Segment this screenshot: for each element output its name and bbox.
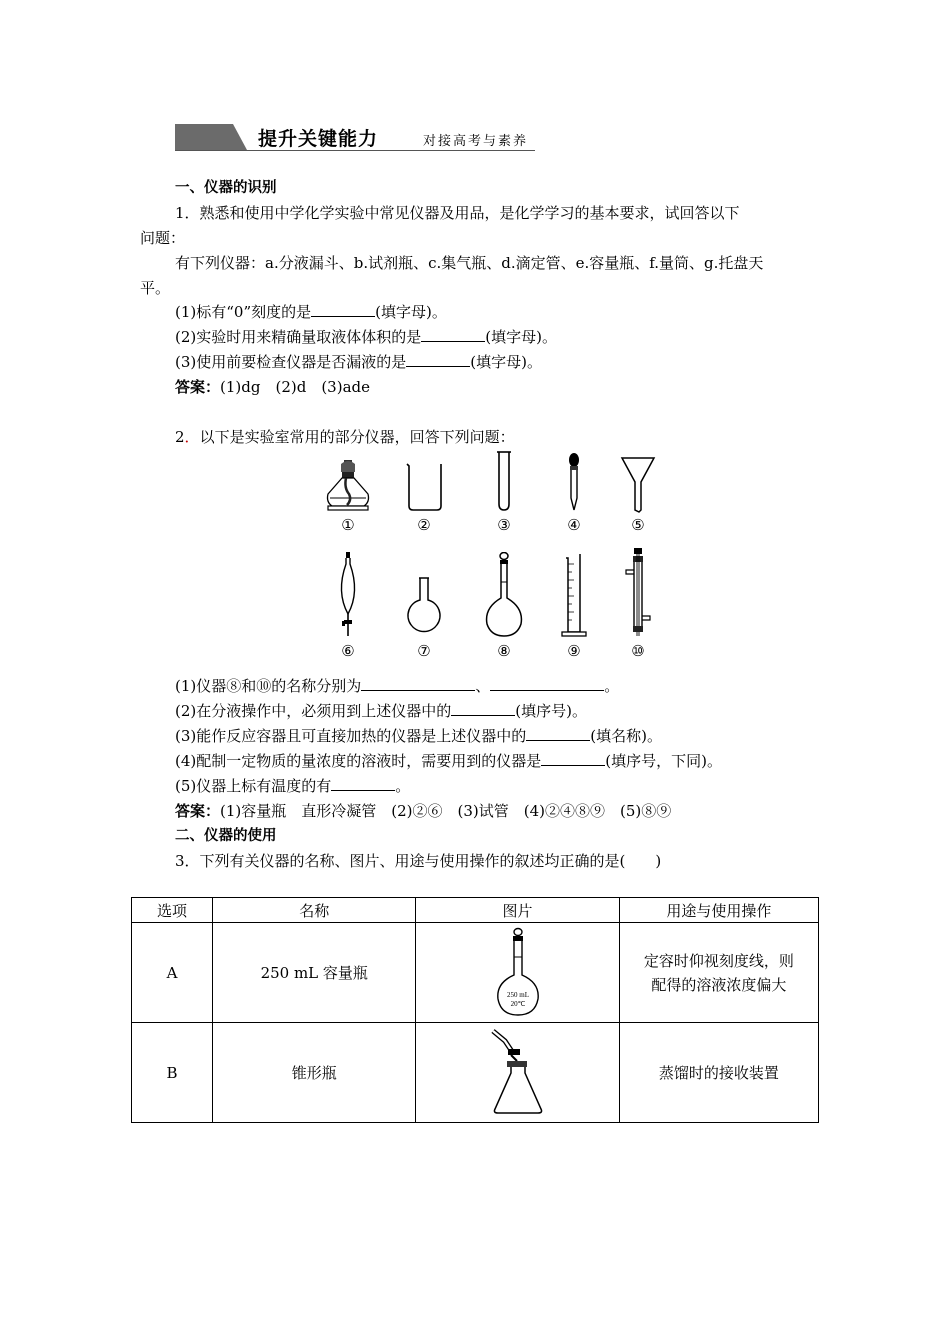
answer-blank[interactable] xyxy=(361,676,475,691)
q1-stem-line2: 问题： xyxy=(140,229,186,247)
q2-part4 xyxy=(175,751,722,771)
separatory-funnel-icon xyxy=(322,552,374,640)
apparatus-2 xyxy=(398,458,450,534)
q2-part2-text: (2)在分液操作中，必须用到上述仪器中的 xyxy=(175,702,452,720)
flask-capacity-text: 250 mL xyxy=(506,990,529,999)
q2-number: 2 xyxy=(175,428,185,446)
answer-label: 答案： xyxy=(175,378,221,396)
usage-cell xyxy=(619,923,818,1023)
column-header: 名称 xyxy=(213,898,416,923)
q2-part2 xyxy=(175,701,587,721)
apparatus-8 xyxy=(478,552,530,660)
section2-heading: 二、仪器的使用 xyxy=(175,828,277,844)
apparatus-label: ⑧ xyxy=(497,642,511,660)
apparatus-10 xyxy=(612,548,664,660)
q2-part1 xyxy=(175,676,619,696)
q2-stem xyxy=(175,427,515,447)
usage-line: 配得的溶液浓度偏大 xyxy=(651,975,787,994)
banner-subtitle: 对接高考与素养 xyxy=(423,134,529,149)
answer-blank[interactable] xyxy=(331,776,395,791)
flask-temperature-text: 20℃ xyxy=(510,999,525,1008)
q3-table xyxy=(131,897,819,1123)
apparatus-4 xyxy=(548,452,600,534)
q1-part3 xyxy=(175,352,542,372)
q2-part1-text: (1)仪器⑧和⑩的名称分别为 xyxy=(175,677,362,695)
apparatus-9 xyxy=(548,552,600,660)
funnel-icon xyxy=(612,456,664,514)
answer-blank[interactable] xyxy=(406,352,470,367)
q2-part3-text: (3)能作反应容器且可直接加热的仪器是上述仪器中的 xyxy=(175,727,527,745)
apparatus-1 xyxy=(322,458,374,534)
q1-part2 xyxy=(175,327,557,347)
q2-dot: ． xyxy=(184,428,200,446)
name-cell: 锥形瓶 xyxy=(213,1023,416,1123)
straight-condenser-icon xyxy=(612,548,664,640)
usage-line: 定容时仰视刻度线，则 xyxy=(643,951,794,970)
q1-part2-suffix: (填字母)。 xyxy=(485,328,557,346)
q1-part1-suffix: (填字母)。 xyxy=(375,303,447,321)
q1-part2-text: (2)实验时用来精确量取液体体积的是 xyxy=(175,328,422,346)
table-header-row xyxy=(132,898,819,923)
q2-part4-text: (4)配制一定物质的量浓度的溶液时，需要用到的仪器是 xyxy=(175,752,542,770)
usage-cell: 蒸馏时的接收装置 xyxy=(619,1023,818,1123)
q1-part1 xyxy=(175,302,447,322)
q2-part1-suffix: 。 xyxy=(604,677,620,695)
apparatus-label: ⑦ xyxy=(417,642,431,660)
column-header: 图片 xyxy=(416,898,619,923)
name-cell: 250 mL 容量瓶 xyxy=(213,923,416,1023)
q1-part3-text: (3)使用前要检查仪器是否漏液的是 xyxy=(175,353,407,371)
q2-stem-text: 以下是实验室常用的部分仪器，回答下列问题： xyxy=(199,428,515,446)
apparatus-label: ⑨ xyxy=(567,642,581,660)
beaker-icon xyxy=(398,458,450,514)
q2-part3 xyxy=(175,726,662,746)
round-bottom-flask-icon xyxy=(398,576,450,640)
apparatus-label: ⑩ xyxy=(631,642,645,660)
answer-blank[interactable] xyxy=(490,676,604,691)
column-header: 用途与使用操作 xyxy=(619,898,818,923)
test-tube-icon xyxy=(478,450,530,514)
q2-part4-suffix: (填序号，下同)。 xyxy=(605,752,722,770)
q1-answer-text: (1)dg (2)d (3)ade xyxy=(220,378,370,396)
q2-part1-sep: 、 xyxy=(475,677,491,695)
q2-part3-suffix: (填名称)。 xyxy=(590,727,662,745)
q2-part5-text: (5)仪器上标有温度的有 xyxy=(175,777,332,795)
option-cell: B xyxy=(132,1023,213,1123)
answer-blank[interactable] xyxy=(541,751,605,766)
section-banner xyxy=(175,124,540,154)
q1-stem-line1: 1．熟悉和使用中学化学实验中常见仪器及用品，是化学学习的基本要求，试回答以下 xyxy=(175,204,740,222)
alcohol-lamp-icon xyxy=(322,458,374,514)
table-row xyxy=(132,923,819,1023)
banner-tab xyxy=(175,124,233,150)
banner-title: 提升关键能力 xyxy=(258,128,379,150)
answer-blank[interactable] xyxy=(311,302,375,317)
apparatus-3 xyxy=(478,450,530,534)
apparatus-label: ⑤ xyxy=(631,516,645,534)
q1-list-line1: 有下列仪器：a.分液漏斗、b.试剂瓶、c.集气瓶、d.滴定管、e.容量瓶、f.量筒、g.托盘天 xyxy=(175,254,764,272)
q2-answer xyxy=(175,801,671,821)
q1-part3-suffix: (填字母)。 xyxy=(470,353,542,371)
apparatus-label: ① xyxy=(341,516,355,534)
answer-blank[interactable] xyxy=(451,701,515,716)
q2-answer-text: (1)容量瓶 直形冷凝管 (2)②⑥ (3)试管 (4)②④⑧⑨ (5)⑧⑨ xyxy=(220,802,672,820)
apparatus-label: ③ xyxy=(497,516,511,534)
banner-tab-slant xyxy=(233,124,247,150)
conical-flask-with-adapter-icon xyxy=(483,1027,553,1119)
apparatus-6 xyxy=(322,552,374,660)
answer-blank[interactable] xyxy=(526,726,590,741)
image-cell xyxy=(416,923,619,1023)
q1-part1-text: (1)标有“0”刻度的是 xyxy=(175,303,312,321)
table-row xyxy=(132,1023,819,1123)
q3-stem: 3．下列有关仪器的名称、图片、用途与使用操作的叙述均正确的是( ) xyxy=(175,852,662,870)
apparatus-7 xyxy=(398,576,450,660)
apparatus-label: ⑥ xyxy=(341,642,355,660)
column-header: 选项 xyxy=(132,898,213,923)
section1-heading: 一、仪器的识别 xyxy=(175,180,277,196)
answer-label: 答案： xyxy=(175,802,221,820)
q1-list-line2: 平。 xyxy=(140,279,171,297)
apparatus-label: ④ xyxy=(567,516,581,534)
answer-blank[interactable] xyxy=(421,327,485,342)
graduated-cylinder-icon xyxy=(548,552,600,640)
q2-part2-suffix: (填序号)。 xyxy=(515,702,587,720)
q2-part5-suffix: 。 xyxy=(395,777,411,795)
apparatus-5 xyxy=(612,456,664,534)
q2-part5 xyxy=(175,776,410,796)
volumetric-flask-icon xyxy=(478,552,530,640)
image-cell xyxy=(416,1023,619,1123)
option-cell: A xyxy=(132,923,213,1023)
apparatus-label: ② xyxy=(417,516,431,534)
dropper-icon xyxy=(548,452,600,514)
q1-answer xyxy=(175,377,370,397)
volumetric-flask-250ml-icon xyxy=(488,927,548,1019)
